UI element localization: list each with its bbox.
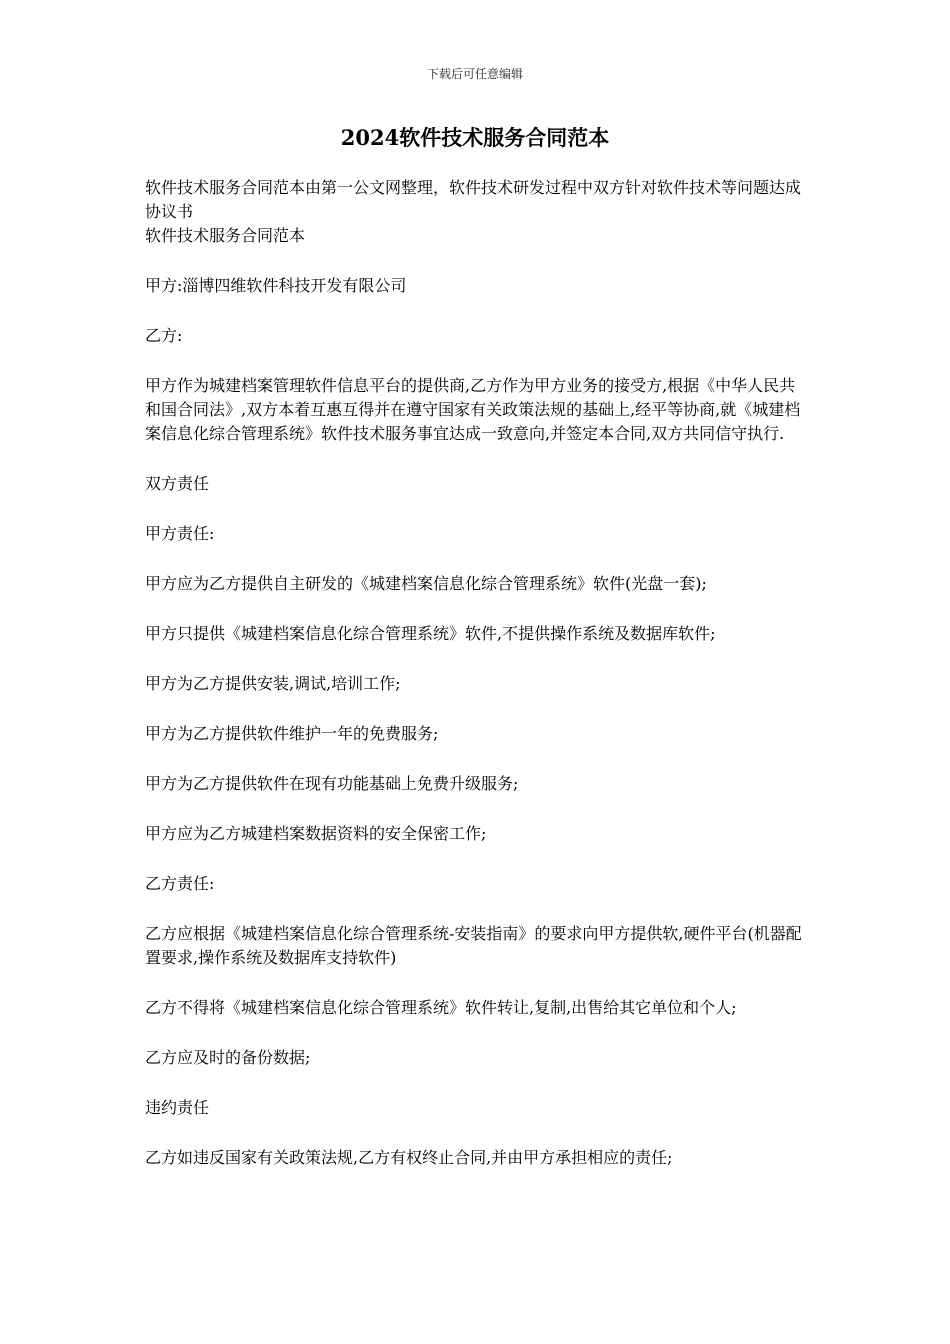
preamble-paragraph: 甲方作为城建档案管理软件信息平台的提供商,乙方作为甲方业务的接受方,根据《中华人民共和国合同法》,双方本着互惠互得并在遵守国家有关政策法规的基础上,经平等协商,就《城建档案信息化综合管理系统》软件技术服务事宜达成一致意向,并签定本合同,双方共同信守执行. xyxy=(145,376,801,443)
party-a-responsibility-heading: 甲方责任: xyxy=(145,524,215,543)
breach-item: 乙方如违反国家有关政策法规,乙方有权终止合同,并由甲方承担相应的责任; xyxy=(145,1148,673,1167)
document-body xyxy=(145,176,805,1170)
party-a-item: 甲方只提供《城建档案信息化综合管理系统》软件,不提供操作系统及数据库软件; xyxy=(145,624,716,643)
section-heading-breach: 违约责任 xyxy=(145,1098,210,1117)
intro-paragraph: 软件技术服务合同范本由第一公文网整理，软件技术研发过程中双方针对软件技术等问题达成协议书 xyxy=(145,178,802,221)
party-b-line: 乙方: xyxy=(145,326,183,345)
section-heading-mutual: 双方责任 xyxy=(145,474,210,493)
party-a-line: 甲方:淄博四维软件科技开发有限公司 xyxy=(145,276,407,295)
party-a-item: 甲方应为乙方提供自主研发的《城建档案信息化综合管理系统》软件(光盘一套); xyxy=(145,574,707,593)
party-a-item: 甲方为乙方提供安装,调试,培训工作; xyxy=(145,674,401,693)
party-b-item: 乙方应根据《城建档案信息化综合管理系统-安装指南》的要求向甲方提供软,硬件平台(机器配置要求,操作系统及数据库支持软件) xyxy=(145,924,802,967)
party-a-item: 甲方为乙方提供软件在现有功能基础上免费升级服务; xyxy=(145,774,519,793)
header-note: 下载后可任意编辑 xyxy=(426,67,523,81)
party-b-item: 乙方不得将《城建档案信息化综合管理系统》软件转让,复制,出售给其它单位和个人; xyxy=(145,998,737,1017)
party-a-item: 甲方为乙方提供软件维护一年的免费服务; xyxy=(145,724,439,743)
subtitle-line: 软件技术服务合同范本 xyxy=(145,226,306,245)
party-b-responsibility-heading: 乙方责任: xyxy=(145,874,215,893)
document-title: 2024软件技术服务合同范本 xyxy=(340,125,610,150)
party-a-item: 甲方应为乙方城建档案数据资料的安全保密工作; xyxy=(145,824,487,843)
party-b-item: 乙方应及时的备份数据; xyxy=(145,1048,311,1067)
